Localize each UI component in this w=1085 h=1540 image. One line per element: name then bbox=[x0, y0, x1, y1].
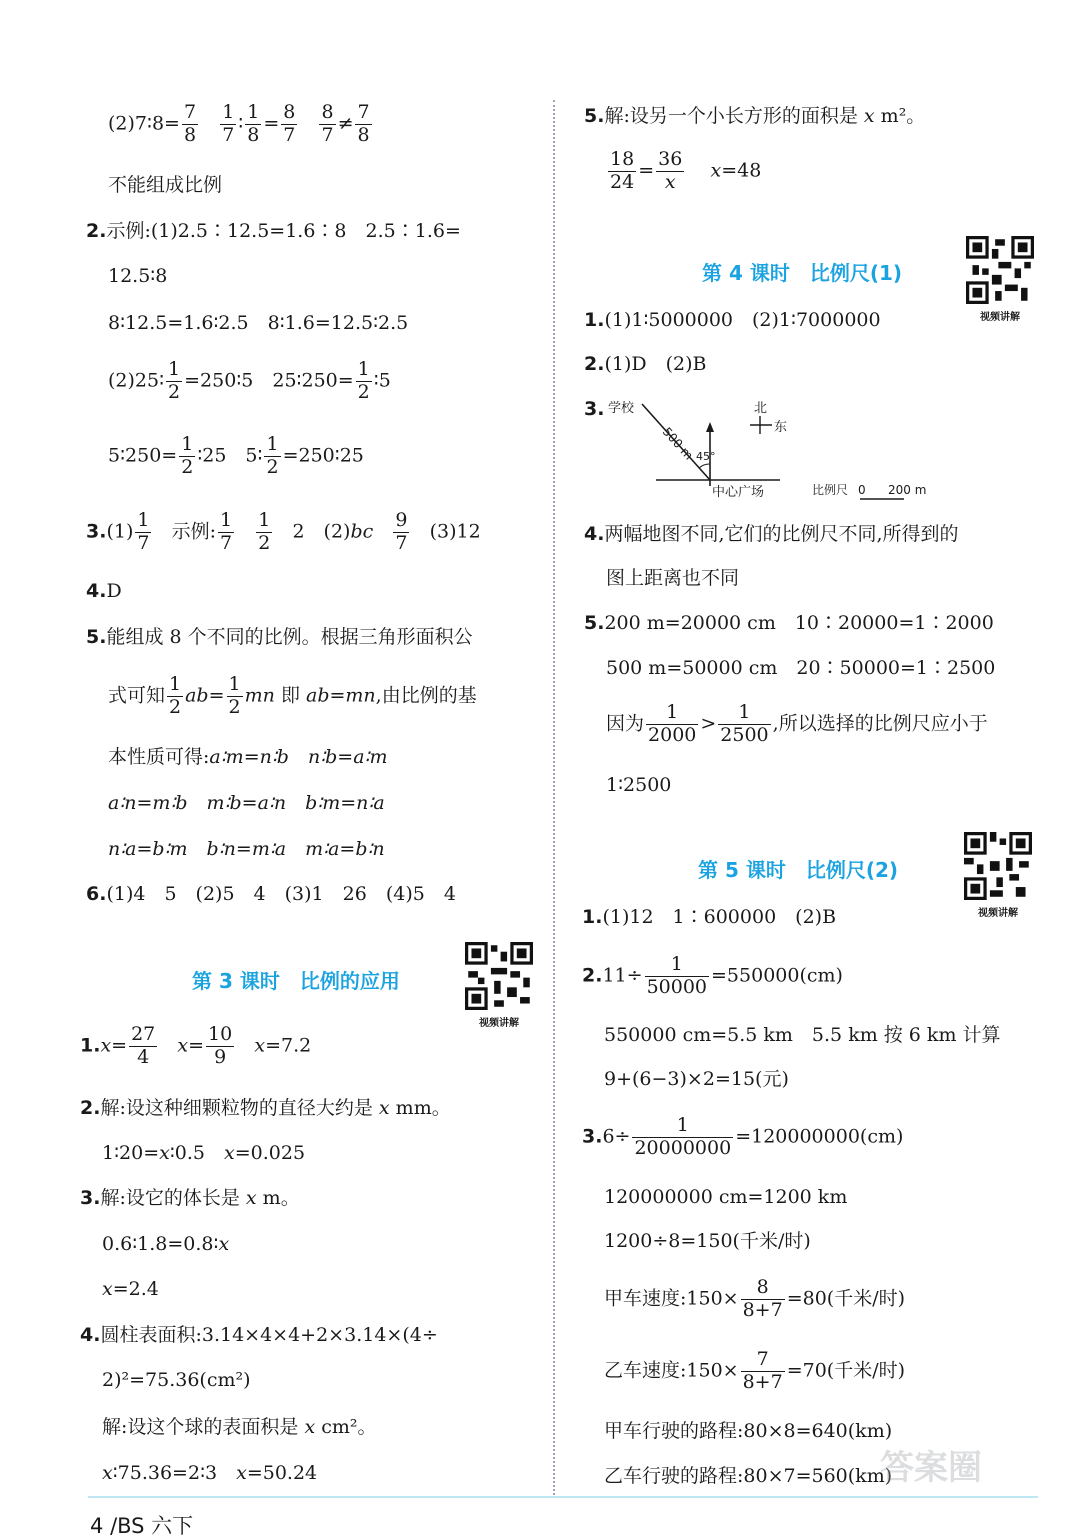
north-arrow-icon bbox=[706, 422, 714, 432]
p2-line1: (2)7∶8= $\frac{7}{8}$ $\frac{1}{7}$ ∶ $\frac{1}{8}$ = $\frac{8}{7}$ $\frac{8}{7}$ ≠ $\frac{7}{8}$ bbox=[108, 101, 370, 146]
east-label: 东 bbox=[774, 420, 788, 435]
qr-caption: 视频讲解 bbox=[978, 908, 1018, 919]
s4q4-line1: 4.两幅地图不同,它们的比例尺不同,所得到的 bbox=[584, 523, 959, 545]
s4q2-line: 2.(1)D (2)B bbox=[584, 353, 707, 375]
qr-code-icon bbox=[465, 942, 533, 1010]
distance-label: 500 m bbox=[659, 424, 696, 463]
s5q3-line3: 1200÷8=150(千米/时) bbox=[604, 1230, 811, 1252]
north-label: 北 bbox=[754, 401, 768, 416]
r-q5-line1: 5.解:设另一个小长方形的面积是 x m²。 bbox=[584, 105, 926, 127]
section-5-title: 第 5 课时 比例尺(2) bbox=[698, 858, 899, 882]
q5-line3: 本性质可得:a∶m=n∶b n∶b=a∶m bbox=[108, 746, 388, 768]
scale-value-label: 200 m bbox=[888, 483, 927, 497]
s5q3-line6: 甲车行驶的路程:80×8=640(km) bbox=[604, 1420, 893, 1442]
q3-line: 3.(1) $\frac{1}{7}$ 示例: $\frac{1}{7}$ $\frac{1}{2}$ 2 (2)bc $\frac{9}{7}$ (3)12 bbox=[86, 509, 481, 554]
section-4-title: 第 4 课时 比例尺(1) bbox=[702, 261, 903, 285]
s3q4-line3: 解:设这个球的表面积是 x cm²。 bbox=[102, 1416, 377, 1438]
r-q5-line2: $\frac{18}{24}$ = $\frac{36}{x}$ x=48 bbox=[610, 148, 762, 193]
s4q1-line: 1.(1)1∶5000000 (2)1∶7000000 bbox=[584, 309, 881, 331]
qr-caption: 视频讲解 bbox=[479, 1018, 519, 1029]
scale-label: 比例尺 bbox=[812, 483, 849, 497]
s5q2-line3: 9+(6−3)×2=15(元) bbox=[604, 1068, 789, 1090]
s3q4-line2: 2)²=75.36(cm²) bbox=[102, 1369, 251, 1391]
book-label: /BS 六下 bbox=[110, 1514, 194, 1538]
s3q3-line2: 0.6∶1.8=0.8∶x bbox=[102, 1233, 230, 1255]
p2-line2: 不能组成比例 bbox=[108, 174, 223, 196]
s5q2-line2: 550000 cm=5.5 km 5.5 km 按 6 km 计算 bbox=[604, 1024, 1001, 1046]
qr-caption: 视频讲解 bbox=[980, 312, 1020, 323]
angle-label: 45° bbox=[696, 450, 716, 463]
q5-line5: n∶a=b∶m b∶n=m∶a m∶a=b∶n bbox=[108, 838, 385, 860]
s4q4-line2: 图上距离也不同 bbox=[606, 567, 740, 589]
s5q3-line7: 乙车行驶的路程:80×7=560(km) bbox=[604, 1465, 893, 1487]
qr-code-icon bbox=[964, 832, 1032, 900]
map-diagram bbox=[600, 392, 940, 504]
q2-line5: 5∶250= $\frac{1}{2}$ ∶25 5∶ $\frac{1}{2}$ =250∶25 bbox=[108, 433, 364, 478]
watermark-logo: 答案圈 bbox=[880, 1448, 982, 1488]
q5-line1: 5.能组成 8 个不同的比例。根据三角形面积公 bbox=[86, 626, 473, 648]
footer-rule bbox=[88, 1496, 1038, 1498]
school-label: 学校 bbox=[608, 401, 635, 416]
section-3-title: 第 3 课时 比例的应用 bbox=[192, 969, 400, 993]
s4q3-num: 3. bbox=[584, 398, 605, 420]
s4q5-line1: 5.200 m=20000 cm 10∶20000=1∶2000 bbox=[584, 612, 994, 634]
q5-line4: a∶n=m∶b m∶b=a∶n b∶m=n∶a bbox=[108, 792, 385, 814]
s4q5-line4: 1∶2500 bbox=[606, 774, 672, 796]
s3q4-line4: x∶75.36=2∶3 x=50.24 bbox=[102, 1462, 318, 1484]
qr-code-sec3[interactable] bbox=[465, 942, 533, 1029]
s5q3-line1: 3.6÷ $\frac{1}{20000000}$ =120000000(cm) bbox=[582, 1114, 904, 1159]
s3q2-line2: 1∶20=x∶0.5 x=0.025 bbox=[102, 1142, 306, 1164]
qr-code-sec4[interactable] bbox=[966, 236, 1034, 323]
q2-line4: (2)25∶ $\frac{1}{2}$ =250∶5 25∶250= $\frac{1}{2}$ ∶5 bbox=[108, 358, 391, 403]
s5q3-line5: 乙车速度:150× $\frac{7}{8+7}$ =70(千米/时) bbox=[604, 1348, 906, 1393]
s3q4-line1: 4.圆柱表面积:3.14×4×4+2×3.14×(4÷ bbox=[80, 1324, 438, 1346]
page-number: 4 bbox=[90, 1514, 104, 1538]
s3q2-line1: 2.解:设这种细颗粒物的直径大约是 x mm。 bbox=[80, 1097, 451, 1119]
s3q3-line3: x=2.4 bbox=[102, 1278, 159, 1300]
s4q5-line2: 500 m=50000 cm 20∶50000=1∶2500 bbox=[606, 657, 996, 679]
qr-code-sec5[interactable] bbox=[964, 832, 1032, 919]
q2-line3: 8∶12.5=1.6∶2.5 8∶1.6=12.5∶2.5 bbox=[108, 312, 409, 334]
q4-line: 4.D bbox=[86, 580, 122, 602]
s5q3-line4: 甲车速度:150× $\frac{8}{8+7}$ =80(千米/时) bbox=[604, 1276, 906, 1321]
s3q3-line1: 3.解:设它的体长是 x m。 bbox=[80, 1187, 300, 1209]
s5q3-line2: 120000000 cm=1200 km bbox=[604, 1186, 848, 1208]
s5q2-line1: 2.11÷ $\frac{1}{50000}$ =550000(cm) bbox=[582, 953, 843, 998]
qr-code-icon bbox=[966, 236, 1034, 304]
s5q1-line: 1.(1)12 1∶600000 (2)B bbox=[582, 906, 837, 928]
angle-arc bbox=[699, 464, 710, 468]
s3q1-line: 1.x= $\frac{27}{4}$ x= $\frac{10}{9}$ x=7.2 bbox=[80, 1023, 312, 1068]
s4q5-line3: 因为 $\frac{1}{2000}$ > $\frac{1}{2500}$ ,所以选择的比例尺应小于 bbox=[606, 701, 988, 746]
q2-line2: 12.5∶8 bbox=[108, 265, 168, 287]
scale-zero-label: 0 bbox=[858, 483, 866, 497]
square-label: 中心广场 bbox=[712, 485, 765, 500]
q2-line1: 2.示例:(1)2.5∶12.5=1.6∶8 2.5∶1.6= bbox=[86, 220, 461, 242]
column-divider bbox=[553, 100, 555, 1495]
q6-line: 6.(1)4 5 (2)5 4 (3)1 26 (4)5 4 bbox=[86, 883, 456, 905]
q5-line2: 式可知 $\frac{1}{2}$ ab= $\frac{1}{2}$ mn 即 ab=mn,由比例的基 bbox=[108, 673, 477, 718]
